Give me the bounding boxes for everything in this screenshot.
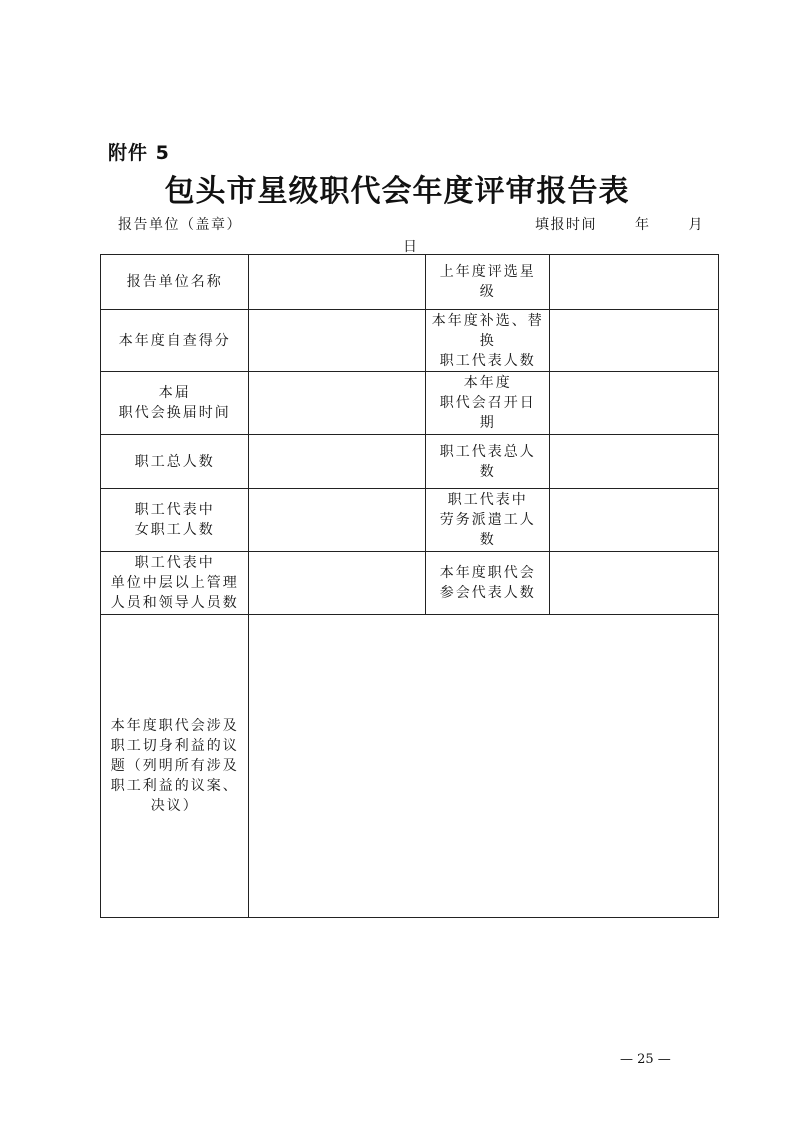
field-topics[interactable] [249,615,719,918]
row-label-dispatch-reps: 职工代表中 劳务派遣工人 数 [426,489,550,552]
row-label-female-reps: 职工代表中 女职工人数 [101,489,249,552]
page-number: — 25 — [620,1052,671,1067]
page-title: 包头市星级职代会年度评审报告表 [164,174,630,209]
report-table [100,254,719,918]
field-attending-reps[interactable] [550,552,719,615]
field-self-score[interactable] [249,310,426,372]
row-label-replaced-reps: 本年度补选、替 换 职工代表人数 [426,310,550,372]
attachment-label: 附件 5 [108,142,170,164]
table-row [101,615,719,918]
field-meeting-date[interactable] [550,372,719,435]
table-row [101,489,719,552]
table-row [101,435,719,489]
table-row [101,372,719,435]
day-label: 日 [403,239,417,255]
table-row [101,310,719,372]
field-total-reps[interactable] [550,435,719,489]
field-total-staff[interactable] [249,435,426,489]
row-label-total-reps: 职工代表总人 数 [426,435,550,489]
table-row [101,552,719,615]
field-manager-reps[interactable] [249,552,426,615]
row-label-self-score: 本年度自查得分 [101,310,249,372]
field-female-reps[interactable] [249,489,426,552]
row-label-topics: 本年度职代会涉及 职工切身利益的议 题（列明所有涉及 职工利益的议案、 决议） [101,615,249,918]
field-term-change-time[interactable] [249,372,426,435]
row-label-manager-reps: 职工代表中 单位中层以上管理 人员和领导人员数 [101,552,249,615]
field-replaced-reps[interactable] [550,310,719,372]
field-last-year-star[interactable] [550,255,719,310]
row-label-term-change-time: 本届 职代会换届时间 [101,372,249,435]
table-row [101,255,719,310]
row-label-total-staff: 职工总人数 [101,435,249,489]
report-unit-label: 报告单位（盖章） [118,217,242,233]
year-label: 年 [635,217,651,233]
fill-time-label: 填报时间 [535,217,597,233]
fill-time-line [535,214,704,234]
row-label-unit-name: 报告单位名称 [101,255,249,310]
month-label: 月 [688,217,704,233]
row-label-last-year-star: 上年度评选星 级 [426,255,550,310]
row-label-attending-reps: 本年度职代会 参会代表人数 [426,552,550,615]
row-label-meeting-date: 本年度 职代会召开日 期 [426,372,550,435]
field-dispatch-reps[interactable] [550,489,719,552]
field-unit-name[interactable] [249,255,426,310]
